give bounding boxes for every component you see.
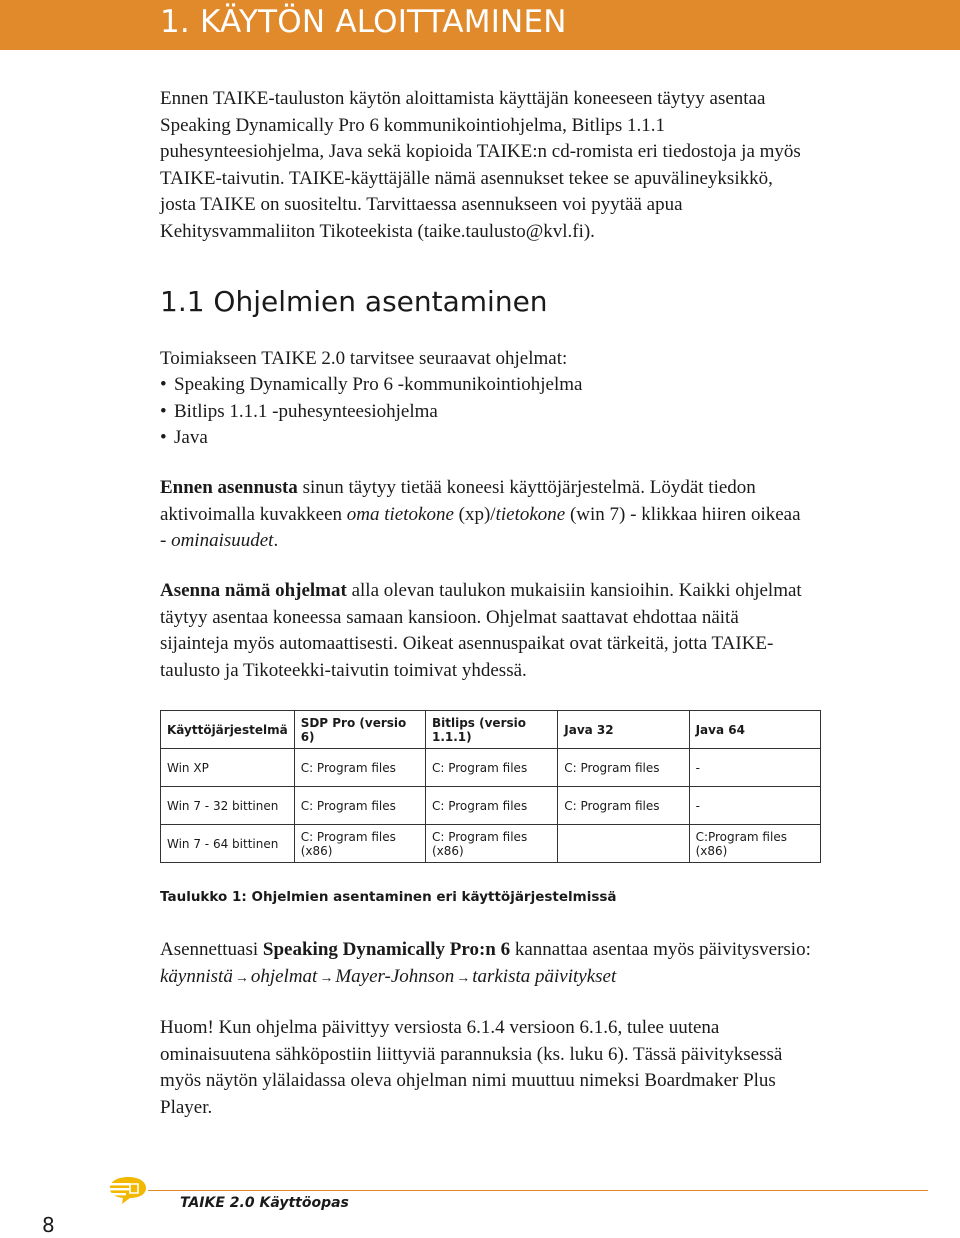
update-paragraph-text: kannattaa asentaa myös päivitysversio: bbox=[510, 939, 811, 960]
table-row bbox=[161, 825, 821, 863]
arrow-right-icon: → bbox=[319, 970, 334, 986]
install-paragraph bbox=[160, 578, 810, 684]
update-paragraph bbox=[160, 937, 820, 992]
list-item: • Java bbox=[160, 425, 810, 452]
table-header-cell: Bitlips (versio 1.1.1) bbox=[425, 711, 557, 749]
section-title: 1.1 Ohjelmien asentaminen bbox=[160, 285, 548, 318]
table-cell: - bbox=[689, 787, 820, 825]
table-header-cell: SDP Pro (versio 6) bbox=[294, 711, 425, 749]
table-cell: Win 7 - 32 bittinen bbox=[161, 787, 295, 825]
arrow-right-icon: → bbox=[456, 970, 471, 986]
os-paragraph bbox=[160, 475, 810, 555]
speech-bubble-logo-icon bbox=[104, 1175, 148, 1205]
arrow-right-icon: → bbox=[234, 970, 249, 986]
intro-paragraph: Ennen TAIKE-tauluston käytön aloittamista käyttäjän koneeseen täytyy asentaa Speaking Dynamically Pro 6 kommunikointiohjelma, Bitlips 1.1.1 puhesynteesiohjelma, Java sekä kopioida TAIKE:n cd-romista eri tiedostoja ja myös TAIKE-taivutin. TAIKE-käyttäjälle nämä asennukset tekee se apuvälineyksikkö, josta TAIKE on suositeltu. Tarvittaessa asennukseen voi pyytää apua Kehitysvammaliiton Tikoteekista (taike.taulusto@kvl.fi). bbox=[160, 88, 801, 242]
menu-path-step: ohjelmat bbox=[250, 965, 318, 987]
table-caption: Taulukko 1: Ohjelmien asentaminen eri käyttöjärjestelmissä bbox=[160, 889, 617, 905]
table-header-cell: Käyttöjärjestelmä bbox=[161, 711, 295, 749]
os-paragraph-bold: Ennen asennusta bbox=[160, 477, 298, 498]
page-number: 8 bbox=[42, 1213, 55, 1237]
os-paragraph-text: (win 7) - klikkaa hiiren oikeaa - bbox=[160, 503, 801, 551]
table-header-row bbox=[161, 711, 821, 749]
update-paragraph-text: Asennettuasi bbox=[160, 939, 263, 960]
menu-path-step: käynnistä bbox=[160, 965, 233, 987]
list-item: • Speaking Dynamically Pro 6 -kommunikointiohjelma bbox=[160, 372, 810, 399]
table-cell: C: Program files (x86) bbox=[425, 825, 557, 863]
table-cell: C: Program files bbox=[558, 749, 689, 787]
table-cell: - bbox=[689, 749, 820, 787]
table-cell: Win XP bbox=[161, 749, 295, 787]
table-cell bbox=[558, 825, 689, 863]
table-cell: C: Program files bbox=[425, 749, 557, 787]
os-paragraph-italic: tietokone bbox=[495, 503, 566, 525]
table-header-cell: Java 32 bbox=[558, 711, 689, 749]
table-row bbox=[161, 749, 821, 787]
table-cell: C: Program files (x86) bbox=[294, 825, 425, 863]
table-cell: C:Program files (x86) bbox=[689, 825, 820, 863]
table-cell: Win 7 - 64 bittinen bbox=[161, 825, 295, 863]
required-programs-list bbox=[160, 372, 810, 452]
table-cell: C: Program files bbox=[294, 787, 425, 825]
note-paragraph: Huom! Kun ohjelma päivittyy versiosta 6.1.4 versioon 6.1.6, tulee uutena ominaisuutena sähköpostiin liittyviä parannuksia (ks. luku 6). Tässä päivityksessä myös näytön ylälaidassa oleva ohjelman nimi muuttuu nimeksi Boardmaker Plus Player. bbox=[160, 1017, 783, 1118]
table-cell: C: Program files bbox=[558, 787, 689, 825]
table-cell: C: Program files bbox=[425, 787, 557, 825]
os-paragraph-italic: oma tietokone bbox=[346, 503, 454, 525]
list-item: • Bitlips 1.1.1 -puhesynteesiohjelma bbox=[160, 399, 810, 426]
table-cell: C: Program files bbox=[294, 749, 425, 787]
os-paragraph-italic: ominaisuudet bbox=[171, 530, 274, 551]
footer-document-title: TAIKE 2.0 Käyttöopas bbox=[180, 1195, 349, 1211]
chapter-title: 1. KÄYTÖN ALOITTAMINEN bbox=[160, 4, 567, 40]
table-row bbox=[161, 787, 821, 825]
os-paragraph-text: sinun täytyy tietää koneesi käyttöjärjestelmä. Löydät tiedon aktivoimalla kuvakkeen bbox=[160, 477, 756, 525]
footer-divider bbox=[148, 1190, 928, 1191]
install-paragraph-bold: Asenna nämä ohjelmat bbox=[160, 580, 347, 601]
menu-path-step: Mayer-Johnson bbox=[335, 965, 455, 987]
os-paragraph-text: . bbox=[273, 530, 279, 551]
menu-path-step: tarkista päivitykset bbox=[472, 965, 617, 987]
install-paragraph-text: alla olevan taulukon mukaisiin kansioihin. Kaikki ohjelmat täytyy asentaa koneessa samaan kansioon. Ohjelmat saattavat ehdottaa näitä sijainteja myös automaattisesti. Oikeat asennuspaikat ovat tärkeitä, jotta TAIKE-taulusto ja Tikoteekki-taivutin toimivat yhdessä. bbox=[160, 580, 802, 681]
os-paragraph-text: (xp)/ bbox=[453, 503, 496, 525]
install-locations-table bbox=[160, 710, 821, 863]
table-header-cell: Java 64 bbox=[689, 711, 820, 749]
section-lead: Toimiakseen TAIKE 2.0 tarvitsee seuraavat ohjelmat: bbox=[160, 348, 568, 369]
update-paragraph-bold: Speaking Dynamically Pro:n 6 bbox=[262, 939, 511, 960]
